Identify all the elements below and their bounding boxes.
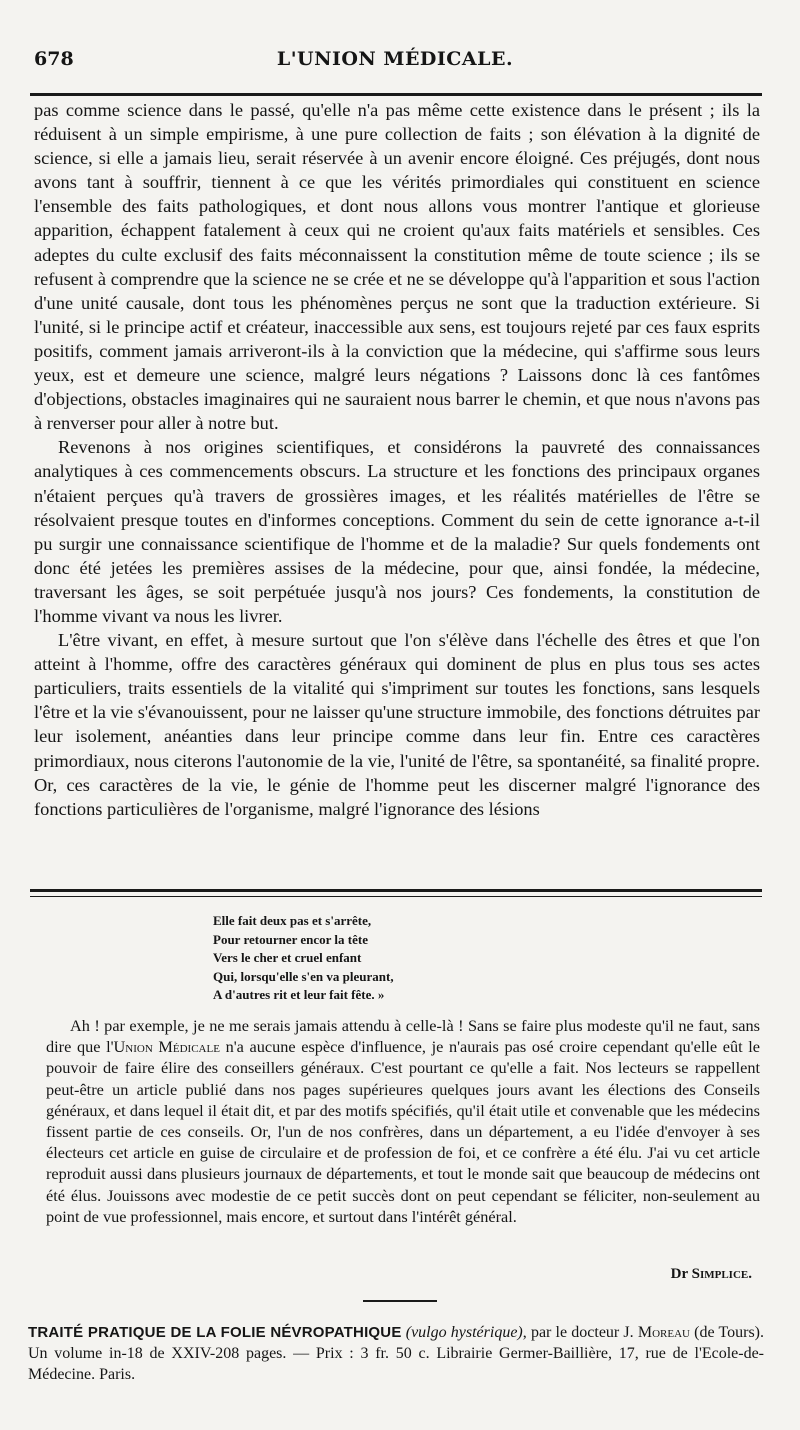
main-article	[34, 98, 760, 821]
verse-line: Vers le cher et cruel enfant	[213, 950, 362, 965]
verse-line: Qui, lorsqu'elle s'en va pleurant,	[213, 968, 394, 984]
verse-line: Pour retourner encor la tête	[213, 931, 368, 947]
feuilleton-start: Ah ! par exemple, je ne me serais jamais attendu à celle-là ! Sans se faire plus modeste qu'il ne faut, sans dire que l'	[46, 1016, 760, 1057]
short-rule	[363, 1300, 437, 1302]
book-author: Moreau	[637, 1324, 690, 1341]
book-by: , par le docteur J.	[522, 1324, 638, 1341]
signature-name: Simplice.	[691, 1266, 752, 1282]
feuilleton-paragraph	[46, 1015, 760, 1227]
paragraph-2: Revenons à nos origines scientifiques, et considérons la pauvreté des connaissances analytiques à ces commencements obscurs. La structure et les fonctions des principaux organes n'étaient perçues qu'à travers de grossières images, et les réalités matérielles de l'être se résolvaient presque toutes en d'informes conceptions. Comment du sein de cette ignorance a-t-il pu surgir une connaissance scientifique de l'homme et de la maladie? Sur quels fondements ont donc été jetées les premières assises de la médecine, pour que, ainsi fondée, la médecine, traversant les âges, se soit perpétuée jusqu'à nos jours? Ces fondements, la constitution de l'homme vivant va nous les livrer.	[34, 437, 760, 626]
feuilleton-rest: n'a aucune espèce d'influence, je n'aurais pas osé croire cependant qu'elle eût le pouvoir de faire élire des conseillers généraux. C'est pourtant ce qu'elle a fait. Nos lecteurs se rappellent peut-être un article publié dans nos pages supérieures quelques jours avant les élections des Conseils généraux, et dans lequel il était dit, et par des motifs spécifiés, qu'il était utile et convenable que les médecins fissent partie de ces conseils. Or, l'un de nos confrères, dans un département, a eu l'idée d'envoyer à ses électeurs cet article en guise de circulaire et de profession de foi, et ce confrère a été élu. J'ai vu cet article reproduit aussi dans plusieurs journaux de départements, et tout le monde sait que beaucoup de médecins ont été élus. Jouissons avec modestie de ce petit succès dont on peut cependant se féliciter, non-seulement au point de vue professionnel, mais encore, et surtout dans l'intérêt général.	[46, 1037, 760, 1226]
book-subtitle: (vulgo hystérique)	[405, 1324, 523, 1341]
page-number: 678	[34, 48, 74, 70]
paragraph-3: L'être vivant, en effet, à mesure surtout que l'on s'élève dans l'échelle des êtres et que l'on atteint à l'homme, offre des caractères généraux qui dominent de plus en plus tous ses actes particuliers, traits essentiels de la vitalité qui s'impriment sur toutes les fonctions, sans lesquels l'être et la vie s'évanouissent, pour ne laisser qu'une structure immobile, des fonctions détruites par leur isolement, anéanties dans leur principe comme dans leur fin. Entre ces caractères primordiaux, nous citerons l'autonomie de la vie, l'unité de l'être, sa spontanéité, sa finalité propre. Or, ces caractères de la vie, le génie de l'homme peut les discerner malgré l'ignorance des fonctions particulières de l'organisme, malgré l'ignorance des lésions	[34, 630, 760, 819]
journal-name-inline: Union Médicale	[113, 1037, 220, 1057]
verse-line: A d'autres rit et leur fait fête. »	[213, 987, 385, 1002]
signature	[671, 1266, 752, 1283]
page-header	[30, 46, 760, 80]
book-title: TRAITÉ PRATIQUE DE LA FOLIE NÉVROPATHIQUE	[28, 1324, 402, 1341]
book-details: (de Tours). Un volume in-18 de XXIV-208 pages. — Prix : 3 fr. 50 c. Librairie Germer-Baillière, 17, rue de l'Ecole-de-Médecine. Paris.	[28, 1324, 765, 1383]
paragraph-1: pas comme science dans le passé, qu'elle n'a pas même cette existence dans le présent ; ils la réduisent à un simple empirisme, à une pure collection de faits ; son élévation à la dignité de science, si elle a jamais lieu, serait réservée à un avenir encore éloigné. Ces préjugés, dont nous avons tant à souffrir, tiennent à ce que les vérités primordiales qui constituent en science l'ensemble des faits pathologiques, et dont nous allons vous montrer l'antique et glorieuse apparition, échappent fatalement à ceux qui ne croient qu'aux faits matériels et sensibles. Ces adeptes du culte exclusif des faits méconnaissent la constitution même de toute science ; ils se refusent à comprendre que la science ne se crée et ne se développe qu'à l'apparition et sous l'action d'une unité causale, dont tous les phénomènes perçus ne sont que la traduction extérieure. Si l'unité, si le principe actif et créateur, inaccessible aux sens, est toujours rejeté par ces faux esprits positifs, comment jamais arriveront-ils à la conviction que la médecine, qui s'affirme sous leurs yeux, est et demeure une science, malgré leurs négations ? Laissons donc là ces fantômes d'objections, obstacles imaginaires qui ne sauraient nous barrer le chemin, et que nous n'avons pas à renverser pour aller à notre but.	[34, 100, 760, 434]
header-rule	[30, 93, 762, 96]
verse-line: Elle fait deux pas et s'arrête,	[213, 913, 372, 928]
signature-prefix: Dr	[670, 1266, 688, 1282]
feuilleton-text	[46, 1015, 760, 1227]
section-divider	[30, 889, 762, 897]
verse-quote	[213, 912, 513, 1005]
book-notice	[28, 1322, 764, 1385]
journal-title: L'UNION MÉDICALE.	[276, 48, 514, 70]
